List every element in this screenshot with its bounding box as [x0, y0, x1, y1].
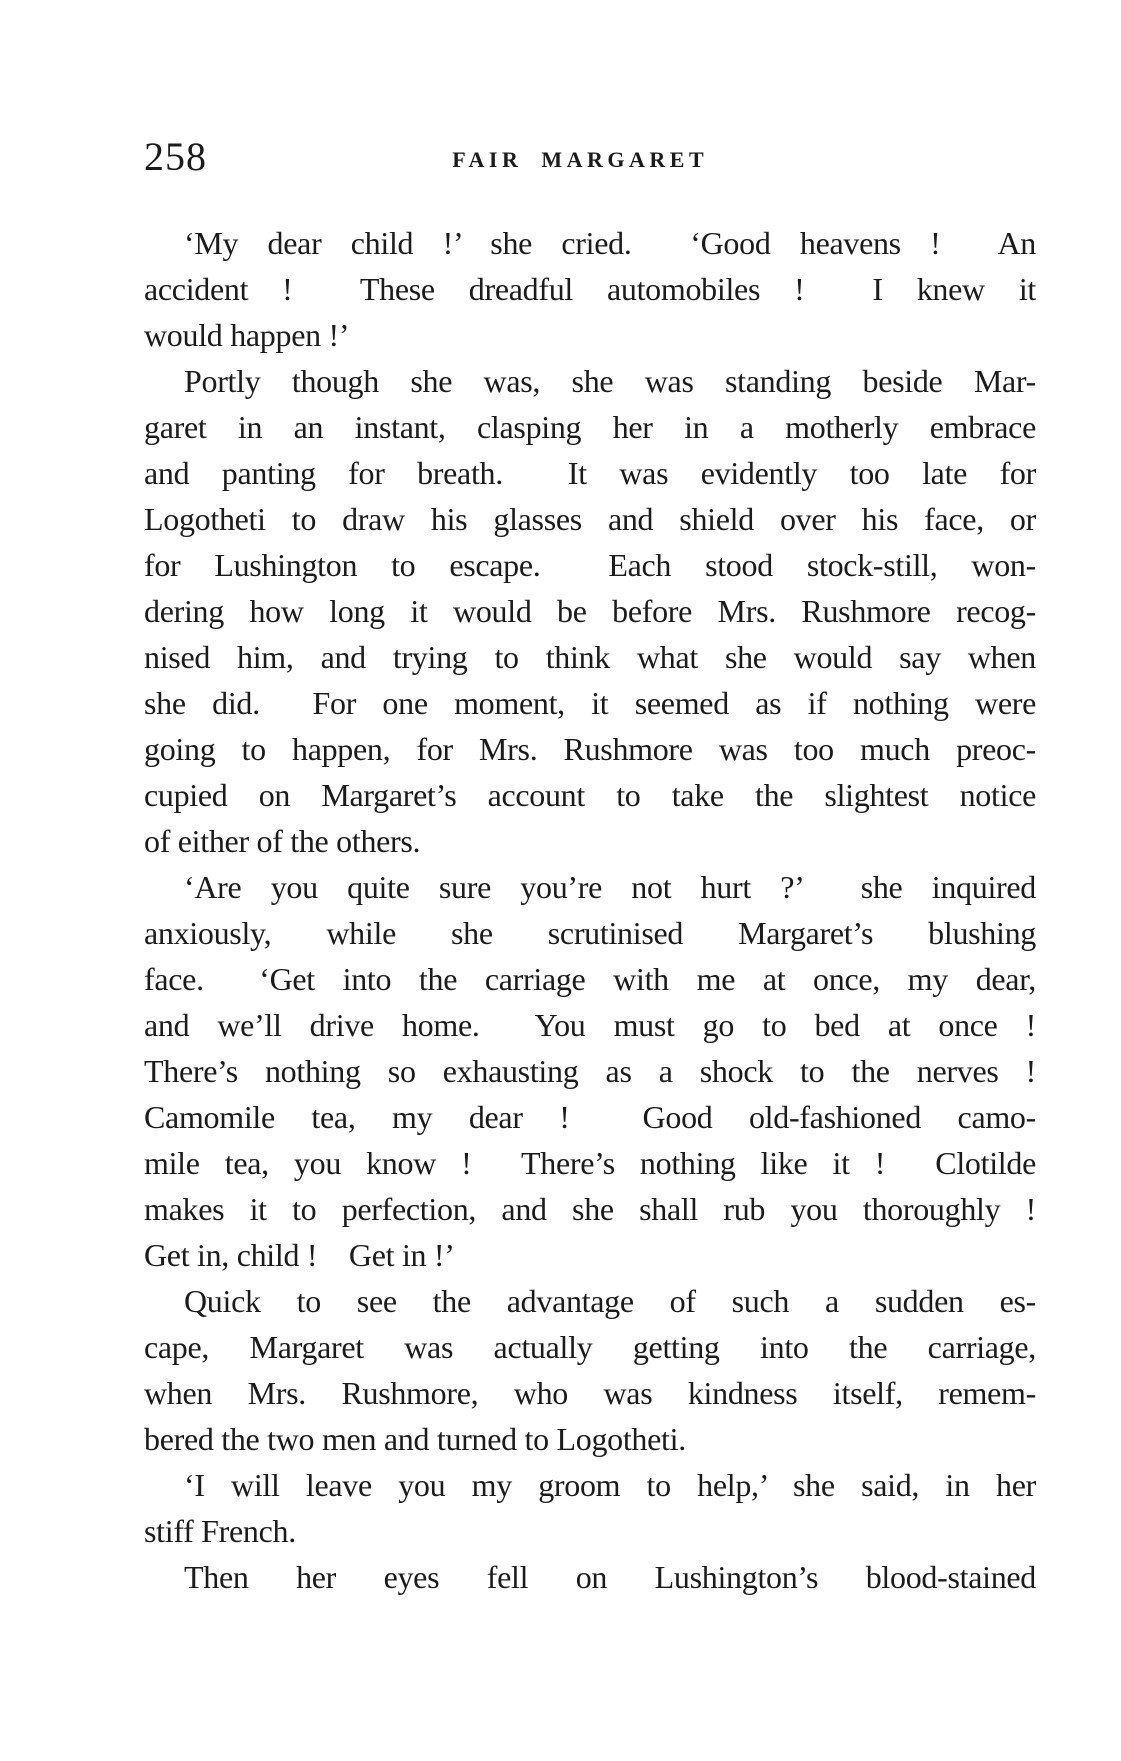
- text-line: Get in, child ! Get in !’: [144, 1237, 455, 1273]
- page-header: [144, 134, 1036, 182]
- text-line: ‘My dear child !’ she cried. ‘Good heavens ! An: [184, 225, 1036, 261]
- text-line: dering how long it would be before Mrs. Rushmore recog-: [144, 593, 1036, 629]
- text-line: and we’ll drive home. You must go to bed at once !: [144, 1007, 1036, 1043]
- text-line: would happen !’: [144, 317, 350, 353]
- page-number: 258: [144, 134, 207, 179]
- text-line: There’s nothing so exhausting as a shock to the nerves !: [144, 1053, 1036, 1089]
- text-line: for Lushington to escape. Each stood stock-still, won-: [144, 547, 1036, 583]
- text-line: stiff French.: [144, 1513, 296, 1549]
- text-line: going to happen, for Mrs. Rushmore was too much preoc-: [144, 731, 1036, 767]
- paragraph: [144, 1462, 1036, 1554]
- text-line: and panting for breath. It was evidently too late for: [144, 455, 1036, 491]
- paragraph: [144, 864, 1036, 1278]
- text-line: cape, Margaret was actually getting into the carriage,: [144, 1329, 1036, 1365]
- text-block: [144, 220, 1036, 1600]
- text-line: cupied on Margaret’s account to take the slightest notice: [144, 777, 1036, 813]
- paragraph: [144, 1554, 1036, 1600]
- text-line: bered the two men and turned to Logotheti.: [144, 1421, 686, 1457]
- text-line: Quick to see the advantage of such a sudden es-: [184, 1283, 1036, 1319]
- text-line: she did. For one moment, it seemed as if nothing were: [144, 685, 1036, 721]
- text-line: anxiously, while she scrutinised Margaret’s blushing: [144, 915, 1036, 951]
- text-line: Camomile tea, my dear ! Good old-fashioned camo-: [144, 1099, 1036, 1135]
- text-line: Logotheti to draw his glasses and shield over his face, or: [144, 501, 1036, 537]
- running-title: FAIR MARGARET: [452, 147, 709, 172]
- text-line: nised him, and trying to think what she would say when: [144, 639, 1036, 675]
- text-line: mile tea, you know ! There’s nothing like it ! Clotilde: [144, 1145, 1036, 1181]
- text-line: ‘Are you quite sure you’re not hurt ?’ she inquired: [184, 869, 1036, 905]
- text-line: garet in an instant, clasping her in a motherly embrace: [144, 409, 1036, 445]
- text-line: Portly though she was, she was standing beside Mar-: [184, 363, 1036, 399]
- text-line: accident ! These dreadful automobiles ! I knew it: [144, 271, 1036, 307]
- paragraph: [144, 358, 1036, 864]
- text-line: face. ‘Get into the carriage with me at once, my dear,: [144, 961, 1036, 997]
- paragraph: [144, 1278, 1036, 1462]
- text-line: of either of the others.: [144, 823, 421, 859]
- text-line: Then her eyes fell on Lushington’s blood-stained: [184, 1559, 1036, 1595]
- text-line: makes it to perfection, and she shall rub you thoroughly !: [144, 1191, 1036, 1227]
- paragraph: [144, 220, 1036, 358]
- text-line: ‘I will leave you my groom to help,’ she said, in her: [184, 1467, 1036, 1503]
- text-line: when Mrs. Rushmore, who was kindness itself, remem-: [144, 1375, 1036, 1411]
